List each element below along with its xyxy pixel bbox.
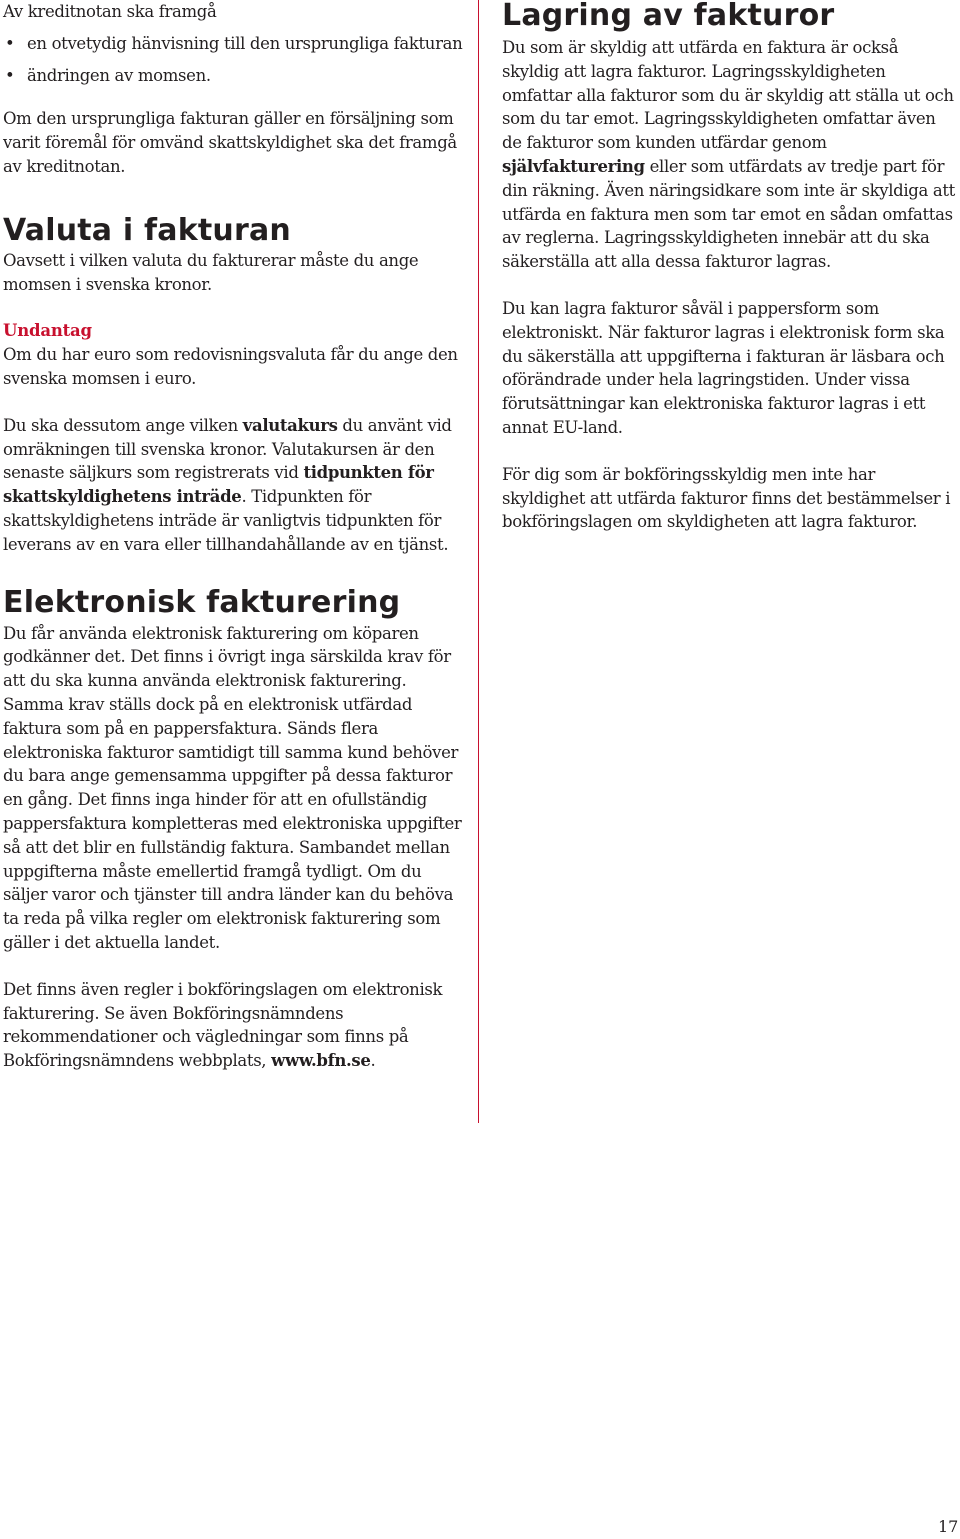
lagring-paragraph-1: Du som är skyldig att utfärda en faktura är också skyldig att lagra fakturor. Lagringsskyldigheten omfattar alla fakturor som du är skyldig att ställa ut och som du tar emot. Lagringsskyldigheten omfattar även de fakturor som kunden utfärdar genom självfakturering eller som utfärdats av tredje part för din räkning. Även näringsidkare som inte är skyldiga att utfärda en faktura men som tar emot en sådan omfattas av reglerna. Lagringsskyldigheten innebär att du ska säkerställa att alla dessa fakturor lagras. [502,38,955,272]
valuta-paragraph: Oavsett i vilken valuta du fakturerar måste du ange momsen i svenska kronor. [3,250,419,294]
page-number: 17 [938,1517,959,1536]
elektronisk-paragraph-1: Du får använda elektronisk fakturering om köparen godkänner det. Det finns i övrigt inga särskilda krav för att du ska kunna använda elektronisk fakturering. Samma krav ställs dock på en elektronisk utfärdad faktura som på en pappersfaktura. Sänds flera elektroniska fakturor samtidigt till samma kund behöver du bara ange gemensamma uppgifter på dessa fakturor en gång. Det finns inga hinder för att en ofullständig pappersfaktura kompletteras med elektroniska uppgifter så att det blir en fullständig faktura. Sambandet mellan uppgifterna måste emellertid framgå tydligt. Om du säljer varor och tjänster till andra länder kan du behöva ta reda på vilka regler om elektronisk fakturering som gäller i det aktuella landet. [3,623,462,952]
reverse-charge-paragraph: Om den ursprungliga fakturan gäller en försäljning som varit föremål för omvänd skattskyldighet ska det framgå av kreditnotan. [3,109,457,176]
bold-term: självfakturering [502,156,645,176]
exchange-rate-paragraph: Du ska dessutom ange vilken valutakurs du använt vid omräkningen till svenska kronor. Valutakursen är den senaste säljkurs som registrerats vid tidpunkten för skattskyldighetens inträde. Tidpunkten för skattskyldighetens inträde är vanligtvis tidpunkten för leverans av en vara eller tillhandahållande av en tjänst. [3,415,452,554]
lagring-heading: Lagring av fakturor [502,0,835,33]
left-column [3,0,468,1073]
exception-paragraph: Om du har euro som redovisningsvaluta får du ange den svenska momsen i euro. [3,345,458,388]
bullet-item: • ändringen av momsen. [3,64,468,88]
elektronisk-paragraph-2: Det finns även regler i bokföringslagen om elektronisk fakturering. Se även Bokföringsnämndens rekommendationer och vägledningar som finns på Bokföringsnämndens webbplats, www.bfn.se. [3,979,443,1071]
elektronisk-heading: Elektronisk fakturering [3,584,401,620]
bullet-list [3,32,468,88]
bold-term: valutakurs [242,415,338,435]
bold-term: tidpunkten för skattskyldighetens inträde [3,463,434,507]
valuta-heading: Valuta i fakturan [3,212,291,248]
bfn-link[interactable]: www.bfn.se [271,1051,371,1071]
intro-line: Av kreditnotan ska framgå [3,2,217,21]
column-divider [478,0,479,1123]
bullet-item: • en otvetydig hänvisning till den ursprungliga fakturan [3,32,468,56]
undantag-subheading: Undantag [3,321,92,341]
lagring-paragraph-3: För dig som är bokföringsskyldig men inte har skyldighet att utfärda fakturor finns det bestämmelser i bokföringslagen om skyldigheten att lagra fakturor. [502,464,951,532]
right-column [502,0,957,534]
lagring-paragraph-2: Du kan lagra fakturor såväl i pappersform som elektroniskt. När fakturor lagras i elektronisk form ska du säkerställa att uppgifterna i fakturan är läsbara och oförändrade under hela lagringstiden. Under vissa förutsättningar kan elektroniska fakturor lagras i ett annat EU-land. [502,298,945,437]
